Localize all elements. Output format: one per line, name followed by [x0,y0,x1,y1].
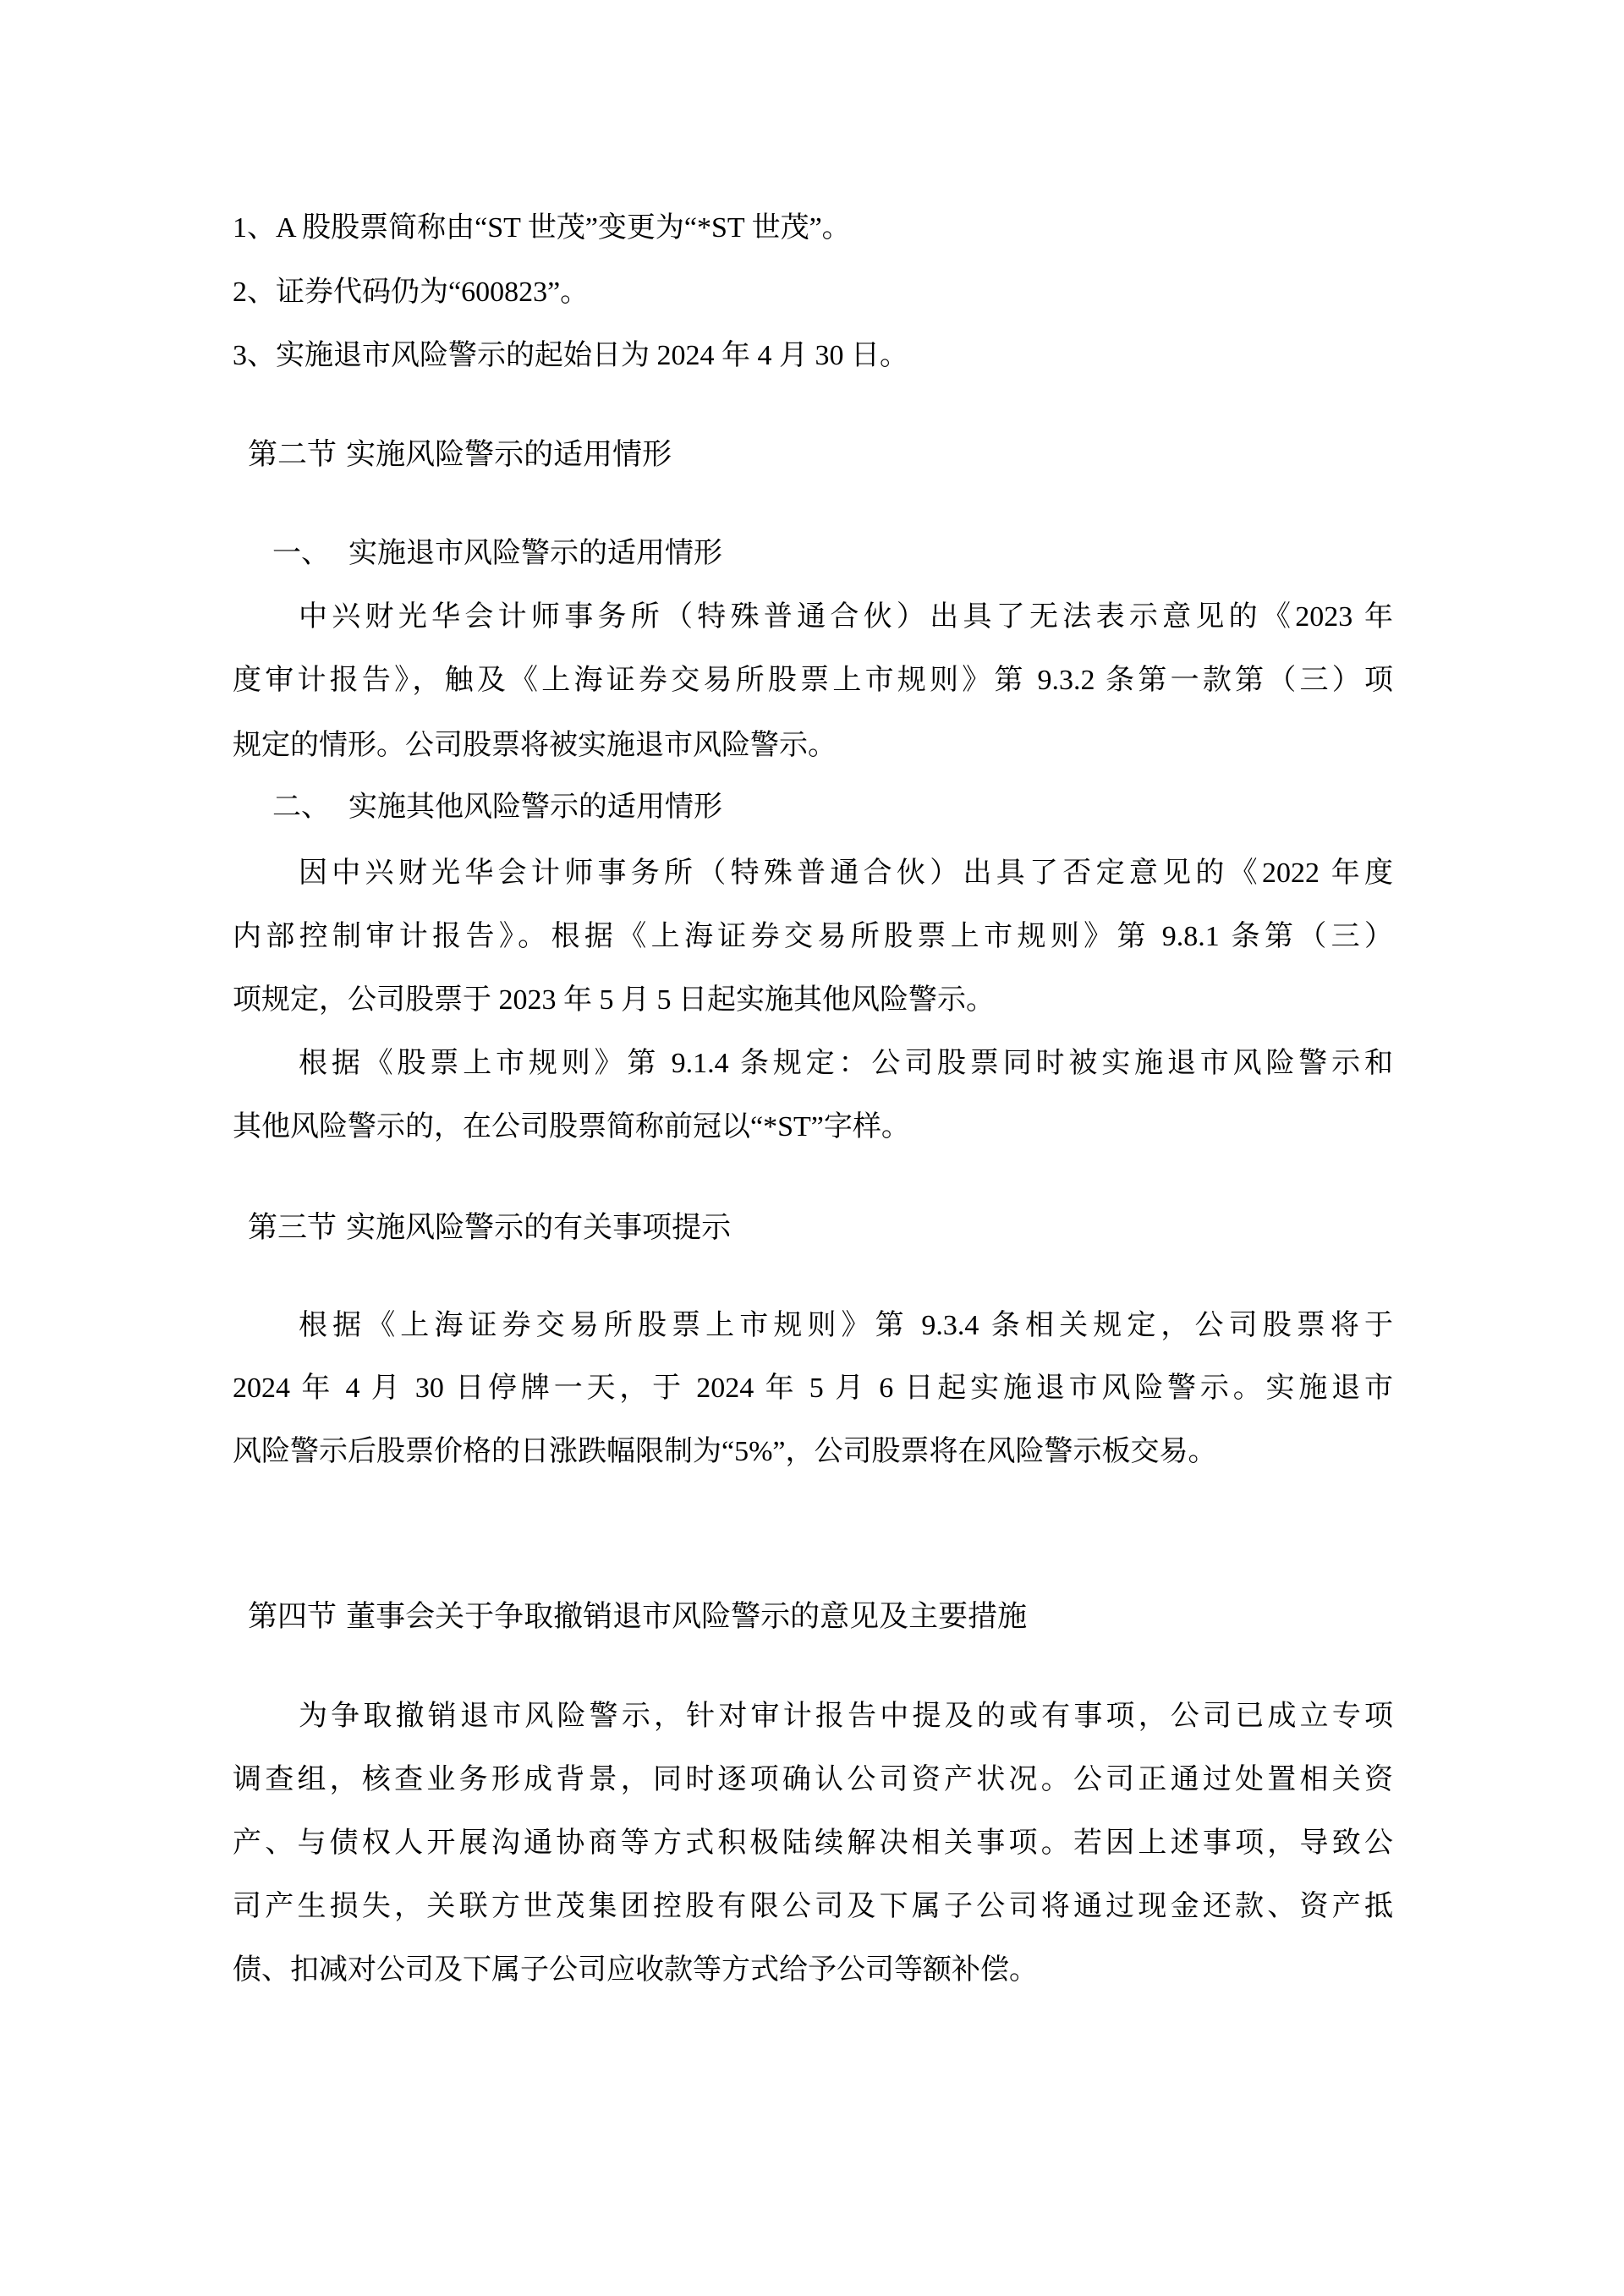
paragraph-line: 产、与债权人开展沟通协商等方式积极陆续解决相关事项。若因上述事项，导致公 [233,1827,1393,1859]
paragraph-line: 风险警示后股票价格的日涨跌幅限制为“5%”，公司股票将在风险警示板交易。 [233,1436,1217,1467]
paragraph-line: 2024 年 4 月 30 日停牌一天，于 2024 年 5 月 6 日起实施退市风险警示。实施退市 [233,1373,1393,1404]
section-heading-3: 第三节 实施风险警示的有关事项提示 [248,1211,732,1245]
paragraph-line: 司产生损失，关联方世茂集团控股有限公司及下属子公司将通过现金还款、资产抵 [233,1891,1393,1922]
paragraph-line: 为争取撤销退市风险警示，针对审计报告中提及的或有事项，公司已成立专项 [299,1701,1393,1732]
paragraph-line: 项规定，公司股票于 2023 年 5 月 5 日起实施其他风险警示。 [233,984,995,1016]
list-item-stock-name-change: 1、A 股股票简称由“ST 世茂”变更为“*ST 世茂”。 [233,212,851,244]
section-heading-4: 第四节 董事会关于争取撤销退市风险警示的意见及主要措施 [248,1600,1028,1634]
paragraph-line: 中兴财光华会计师事务所（特殊普通合伙）出具了无法表示意见的《2023 年 [299,601,1393,633]
paragraph-line: 根据《股票上市规则》第 9.1.4 条规定：公司股票同时被实施退市风险警示和 [299,1048,1393,1079]
subsection-heading-other-risk [272,787,722,828]
paragraph-line: 因中兴财光华会计师事务所（特殊普通合伙）出具了否定意见的《2022 年度 [299,858,1393,889]
subsection-number: 一、 [272,538,330,569]
paragraph-line: 规定的情形。公司股票将被实施退市风险警示。 [233,730,837,761]
subsection-number: 二、 [272,792,330,823]
subsection-title: 实施其他风险警示的适用情形 [348,792,722,823]
paragraph-line: 根据《上海证券交易所股票上市规则》第 9.3.4 条相关规定，公司股票将于 [299,1310,1393,1341]
subsection-title: 实施退市风险警示的适用情形 [348,538,722,569]
paragraph-line: 其他风险警示的，在公司股票简称前冠以“*ST”字样。 [233,1111,910,1143]
list-item-security-code: 2、证券代码仍为“600823”。 [233,277,590,308]
paragraph-line: 度审计报告》，触及《上海证券交易所股票上市规则》第 9.3.2 条第一款第（三）项 [233,665,1393,696]
list-item-start-date: 3、实施退市风险警示的起始日为 2024 年 4 月 30 日。 [233,340,908,371]
paragraph-line: 调查组，核查业务形成背景，同时逐项确认公司资产状况。公司正通过处置相关资 [233,1764,1393,1795]
section-heading-2: 第二节 实施风险警示的适用情形 [248,438,672,472]
paragraph-line: 内部控制审计报告》。根据《上海证券交易所股票上市规则》第 9.8.1 条第（三） [233,921,1393,952]
paragraph-line: 债、扣减对公司及下属子公司应收款等方式给予公司等额补偿。 [233,1954,1038,1986]
subsection-heading-delisting-risk [272,534,722,574]
